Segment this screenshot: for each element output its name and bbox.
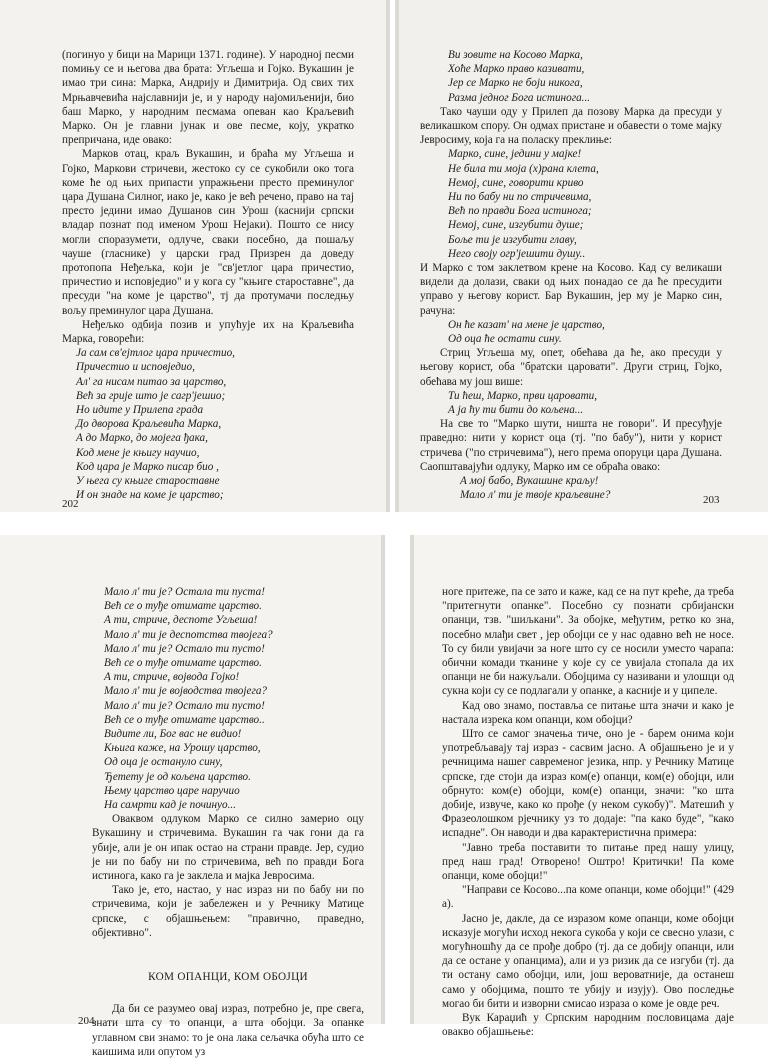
page-202	[0, 0, 390, 512]
paragraph: И Марко с том заклетвом крене на Косово. Кад су великаши видели да долази, сваки од њих понадао се да ће пресудити управо у његову корист. Бар Вукашин, јер му је Марко син, рачуна:	[420, 262, 722, 317]
page-204	[0, 535, 385, 1058]
paragraph: Неђељко одбија позив и упућује их на Краљевића Марка, говорећи:	[62, 318, 354, 346]
page-spine	[395, 0, 399, 512]
quotation: "Направи се Косово...па коме опанци, коме обојци!" (429 а).	[442, 884, 734, 911]
paragraph: Стриц Угљеша му, опет, обећава да ће, ако пресуди у његову корист, оба "братски царовати". Други стриц, Гојко, обећава му још више:	[420, 347, 722, 388]
paragraph: (погинуо у бици на Марици 1371. године). У народној песми помињу се и његова два брата: Угљеша и Гојко. Вукашин је имао три сина: Марка, Андрију и Димитрија. Од свих тих Мрњавчевића најславнији је, и у народу најомиљенији, био баш Марко, у народним песмама опеван као Краљевић Марко. Он је главни јунак и ове песме, коју, укратко препричана, иде овако:	[62, 49, 354, 147]
verse-block: Он ће казат' на мене је царство, Од оца ће остати сину.	[448, 318, 605, 346]
section-heading: КОМ ОПАНЦИ, КОМ ОБОЈЦИ	[148, 971, 308, 984]
paragraph: Тако чауши оду у Прилеп да позову Марка да пресуди у великашком спору. Он одмах пристане и обавести о томе мајку Јевросиму, која га на поласку преклиње:	[420, 105, 722, 147]
paragraph: Оваквом одлуком Марко се силно замерио оцу Вукашину и стричевима. Вукашин га чак гони да га убије, али је он ипак остао на страни правде. Јер, судио је ни по бабу ни по стричевима, већ по правди Бога истинога, како га је заклела и мајка Јевросима.	[92, 813, 364, 883]
paragraph: Јасно је, дакле, да се изразом коме опанци, коме обојци исказује могући исход некога сукоба у који се свесно улази, с могућношћу да се прође добро (тј. да се добију опанци, или да се остане у опанцима), али и уз ризик да се изгуби (тј. да ти остану само обојци, или, још вероватније, да останеш само у обојцима, пошто те убију и изују). Ово последње могао би бити и изворни смисао израза о коме је овде реч.	[442, 912, 734, 1010]
page-number: 204	[78, 1015, 95, 1027]
paragraph: ноге притеже, па се зато и каже, кад се на пут креће, да треба "притегнути опанке". Посебно су познати србијански опанци, тзв. "шиљкани". За обојке, међутим, ретко ко зна, посебно млађи свет , јер обојци се у нас одавно већ не носе. То су били увијачи за ноге што су се носили уместо чарапа: обични комади тканине у које су се увијала стопала да их опанци не би нажуљали. Обојцима су називани и улошци од сукна који су се подлагали у опанке, а касније и у ципеле.	[442, 586, 734, 698]
page-number: 203	[703, 494, 720, 506]
text-column	[62, 48, 354, 503]
page-spine	[386, 0, 390, 512]
verse-block: Мало л' ти је? Остала ти пуста! Већ се о туђе отимате царство. А ти, стриче, деспоте Угљеша! Мало л' ти је деспотства твојега? Мало л' ти је? Остало ти пусто! Већ се о туђе отимате царство. А ти, стриче, војвода Гојко! Мало л' ти је војводства твојега? Мало л' ти је? Остало ти пусто! Већ се о туђе отимате царство.. Видите ли, Бог вас не видио! Књига каже, на Урошу царство, Од оца је остануло сину, Ђетету је од кољена царство. Њему царство царе наручио На самрти кад је починуо...	[104, 586, 273, 812]
page-spine	[410, 535, 414, 1024]
page-203	[395, 0, 768, 512]
paragraph: Што се самог значења тиче, оно је - барем онима који употребљавају тај израз - сасвим јасно. А објашњено је и у речницима нашег савременог језика, нпр. у Речнику Матице српске, где стоји да израз ком(е) опанци, ком(е) обојци, или обрнуто: ком(е) обојци, ком(е) опанци, значи: "ко шта добије, извуче, како ко прође (у неком сукобу)". Матешић у Фразеолошком рјечнику уз то додаје: "па како буде", "како испадне". Он наводи и два карактеристична примера:	[442, 728, 734, 840]
text-column	[420, 48, 722, 503]
quotation: "Јавно треба поставити то питање пред нашу улицу, пред наш град! Отворено! Оштро! Критички! Па коме опанци, коме обојци!"	[442, 841, 734, 883]
text-column	[92, 585, 364, 1059]
page-number: 202	[62, 498, 79, 510]
paragraph: Кад ово знамо, поставља се питање шта значи и како је настала изрека ком опанци, ком обојци?	[442, 699, 734, 726]
verse-block: Ти ћеш, Марко, први царовати, А ја ћу ти бити до кољена...	[448, 389, 598, 417]
paragraph: Марков отац, краљ Вукашин, и браћа му Угљеша и Гојко, Маркови стричеви, жестоко су се сукобили око тога коме ће од њих припасти упражњени престо преминулог цара Душана Силног, иако је, како је већ речено, право на тај престо једини имао Душанов син Урош (каснији српски владар познат под именом Урош Нејаки). Пошто се нису могли споразумети, одлуче, свaки посебно, да пошаљу чауше (гласнике) у царски град Призрен да доведу протопопа Неђељка, који је "св'јетлог цара причестио, причестио и исповједио" и у кога су "књиге старостaвне", да пресуди "на коме је царство", тј да протумачи последњу вољу преминулог цара Душана.	[62, 148, 354, 317]
paragraph: Вук Караџић у Српским народним пословицама даје овакво објашњење:	[442, 1012, 734, 1039]
page-gap	[0, 512, 768, 535]
paragraph: На све то "Марко шути, ништа не говори". И пресуђује праведно: нити у корист оца (тј. "по бабу"), нити у корист стричева ("по стричевима"), него према опоруци цара Душана. Саопштавајући одлуку, Марко им се обраћа овако:	[420, 418, 722, 473]
page-spine	[381, 535, 385, 1024]
paragraph: Тако је, ето, настао, у нас израз ни по бабу ни по стричевима, који је забележен и у Речнику Матице српске, с објашњењем: "правично, праведно, објективно".	[92, 884, 364, 939]
verse-block: А мој бабо, Вукашине краљу! Мало л' ти је твоје краљевине?	[460, 475, 611, 502]
verse-block: Ја сам св'ејтлог цара причестио, Причестио и исповједио, Ал' га нисам питао за царство, Већ за гријe што је сагр'јешио; Но идите у Прилепа града До дворова Краљевића Марка, А до Марко, до мојега ђака, Код мене је књигу научио, Код цара је Марко писар био , У њега су књиге старостaвне И он знаде на коме је царство;	[76, 347, 235, 502]
text-column	[442, 585, 734, 1040]
page-205	[410, 535, 768, 1039]
verse-block: Марко, сине, једини у мајке! Не била ти моја (х)рана клета, Немој, сине, говорити криво Ни по бабу ни по стричевима, Већ по правди Бога истинога; Немој, сине, изгубити душе; Боље ти је изгубити главу, Него своју огр'јешити душу..	[448, 148, 599, 260]
verse-block: Ви зовите на Косово Марка, Хоће Марко право казивати, Јер се Марко не боји никога, Разма једног Бога истинога...	[448, 49, 591, 104]
paragraph: Да би се разумео овај израз, потребно је, пре свега, знати шта су то опанци, а шта обојци. За опанке углавном сви знамо: то је она лака сељачка обућа што се каишима или опутом уз	[92, 1003, 364, 1058]
